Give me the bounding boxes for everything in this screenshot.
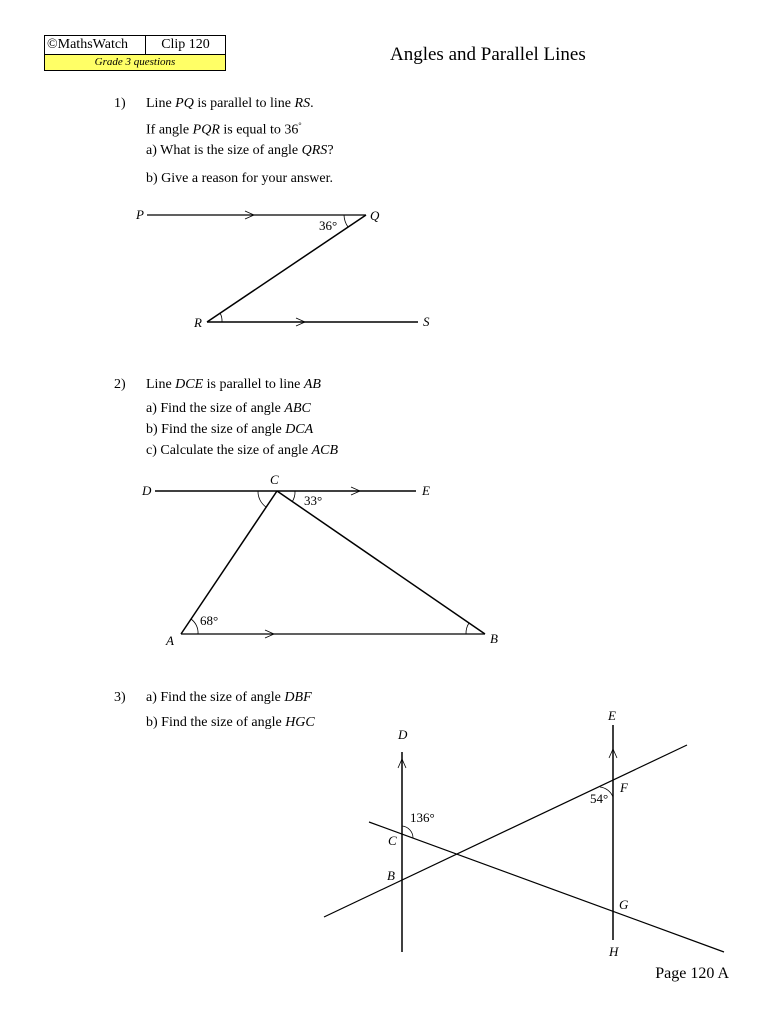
page-number: Page 120 A bbox=[655, 965, 729, 982]
brand-label: ©MathsWatch bbox=[45, 36, 146, 54]
q2-part-c bbox=[146, 443, 338, 459]
q2-line1 bbox=[146, 377, 321, 393]
label-d-q2: D bbox=[142, 483, 152, 498]
q2-line1-d: AB bbox=[303, 377, 321, 392]
label-q: Q bbox=[370, 208, 380, 223]
label-f-q3: F bbox=[620, 780, 628, 795]
q2-part-a bbox=[146, 401, 311, 417]
line-qr bbox=[207, 215, 366, 322]
label-b-q2: B bbox=[490, 631, 498, 646]
q1-line2-b: PQR bbox=[192, 122, 220, 138]
q1-line3-c: ? bbox=[327, 143, 334, 158]
line-cg bbox=[369, 822, 724, 952]
q3-part-a-angle: DBF bbox=[284, 690, 312, 705]
q1-line1-c: is parallel to line bbox=[193, 96, 295, 111]
q2-line1-c: is parallel to line bbox=[203, 377, 304, 392]
angle-54: 54° bbox=[590, 791, 609, 806]
q3-number: 3) bbox=[114, 690, 126, 705]
q1-line3-b: QRS bbox=[301, 143, 328, 158]
label-h-q3: H bbox=[609, 944, 619, 959]
q3-part-a bbox=[146, 690, 312, 706]
q2-part-b-angle: DCA bbox=[285, 422, 314, 437]
label-e-q3: E bbox=[608, 708, 616, 723]
q1-line1-e: . bbox=[310, 96, 314, 111]
q2-part-b-text: b) Find the size of angle bbox=[146, 422, 286, 437]
angle-arc-a bbox=[191, 619, 198, 634]
label-r: R bbox=[194, 315, 202, 330]
angle-68: 68° bbox=[200, 613, 219, 628]
q1-line4: b) Give a reason for your answer. bbox=[146, 171, 333, 186]
q1-line3-a: a) What is the size of angle bbox=[146, 143, 302, 158]
angle-36: 36° bbox=[319, 218, 338, 233]
q3-part-b bbox=[146, 715, 315, 731]
q2-number: 2) bbox=[114, 377, 126, 392]
line-ca bbox=[181, 491, 277, 634]
label-c-q3: C bbox=[388, 833, 397, 848]
q3-diagram bbox=[324, 725, 724, 952]
q2-part-b bbox=[146, 422, 313, 438]
page-title: Angles and Parallel Lines bbox=[390, 44, 586, 65]
q1-line1-b: PQ bbox=[175, 96, 194, 111]
q2-part-c-text: c) Calculate the size of angle bbox=[146, 443, 312, 458]
label-b-q3: B bbox=[387, 868, 395, 883]
line-cb bbox=[277, 491, 485, 634]
q1-line2-c: is equal to 36 bbox=[219, 122, 299, 138]
angle-arc-b bbox=[466, 623, 469, 634]
label-d-q3: D bbox=[398, 727, 408, 742]
angle-arc-r bbox=[220, 313, 222, 322]
angle-arc-dca bbox=[258, 491, 266, 507]
q3-part-b-angle: HGC bbox=[285, 715, 315, 730]
q1-line1-a: Line bbox=[146, 96, 176, 111]
label-p: P bbox=[136, 207, 144, 222]
q2-line1-a: Line bbox=[146, 377, 176, 392]
q1-diagram bbox=[147, 211, 418, 326]
q2-part-c-angle: ACB bbox=[311, 443, 339, 458]
angle-136: 136° bbox=[410, 810, 435, 825]
label-c-q2: C bbox=[270, 472, 279, 487]
label-s: S bbox=[423, 314, 430, 329]
q2-line1-b: DCE bbox=[175, 377, 204, 392]
angle-33: 33° bbox=[304, 493, 323, 508]
q1-line1-d: RS bbox=[294, 96, 311, 111]
label-g-q3: G bbox=[619, 897, 629, 912]
clip-label: Clip 120 bbox=[161, 37, 210, 52]
label-a-q2: A bbox=[166, 633, 174, 648]
q1-line2-a: If angle bbox=[146, 122, 193, 138]
q1-line2-degree: ° bbox=[298, 121, 302, 130]
label-e-q2: E bbox=[422, 483, 430, 498]
angle-arc-ecb bbox=[292, 491, 295, 502]
angle-arc-q bbox=[344, 215, 348, 227]
q1-number: 1) bbox=[114, 96, 126, 111]
line-bf bbox=[324, 745, 687, 917]
q2-part-a-angle: ABC bbox=[284, 401, 311, 416]
q3-part-a-text: a) Find the size of angle bbox=[146, 690, 285, 705]
q2-part-a-text: a) Find the size of angle bbox=[146, 401, 285, 416]
grade-label: Grade 3 questions bbox=[45, 55, 225, 70]
q3-part-b-text: b) Find the size of angle bbox=[146, 715, 286, 730]
